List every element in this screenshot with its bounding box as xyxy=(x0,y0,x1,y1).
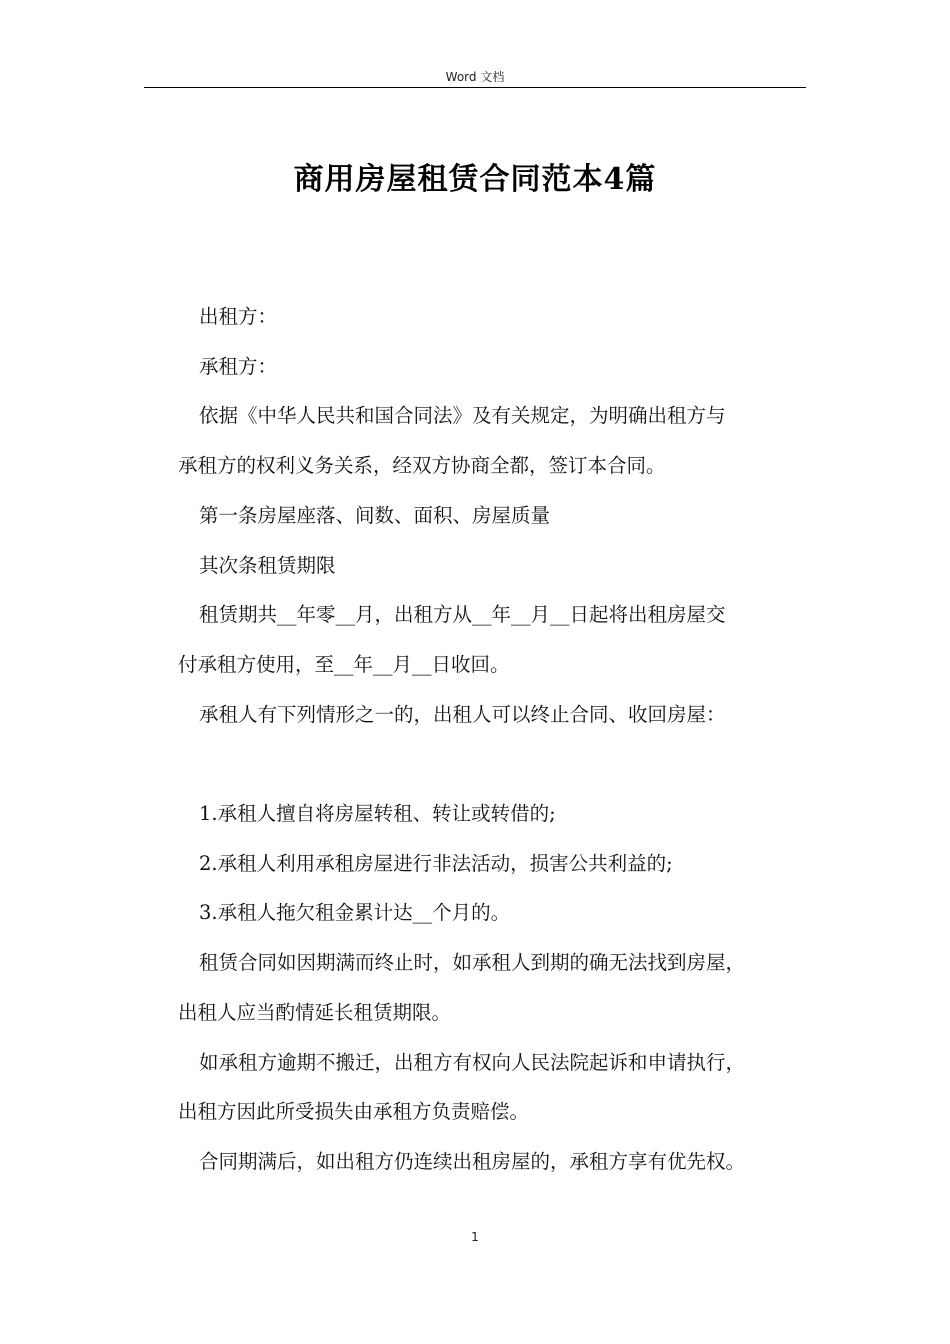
termination-item-3: 3.承租人拖欠租金累计达__个月的。 xyxy=(199,901,511,925)
lessor-line: 出租方： xyxy=(199,305,278,328)
article-one-heading: 第一条房屋座落、间数、面积、房屋质量 xyxy=(199,503,551,527)
expiry-continuation: 出租人应当酌情延长租赁期限。 xyxy=(178,1000,452,1024)
document-title: 商用房屋租赁合同范本4篇 xyxy=(293,162,657,197)
overdue-continuation: 出租方因此所受损失由承租方负责赔偿。 xyxy=(178,1100,530,1124)
preamble-continuation: 承租方的权利义务关系，经双方协商全都，签订本合同。 xyxy=(178,454,666,478)
document-body xyxy=(178,292,808,1187)
overdue-line: 如承租方逾期不搬迁，出租方有权向人民法院起诉和申请执行， xyxy=(199,1050,746,1074)
lease-term-continuation: 付承租方使用，至__年__月__日收回。 xyxy=(178,652,510,676)
priority-line: 合同期满后，如出租方仍连续出租房屋的，承租方享有优先权。 xyxy=(199,1149,746,1173)
header-divider xyxy=(144,87,806,88)
article-two-heading: 其次条租赁期限 xyxy=(199,553,336,577)
expiry-line: 租赁合同如因期满而终止时，如承租人到期的确无法找到房屋， xyxy=(199,951,746,975)
lessee-line: 承租方： xyxy=(199,354,278,378)
termination-item-2: 2.承租人利用承租房屋进行非法活动，损害公共利益的; xyxy=(199,851,673,875)
lease-term-line: 租赁期共__年零__月，出租方从__年__月__日起将出租房屋交 xyxy=(199,603,726,627)
termination-item-1: 1.承租人擅自将房屋转租、转让或转借的; xyxy=(199,802,556,826)
termination-intro: 承租人有下列情形之一的，出租人可以终止合同、收回房屋： xyxy=(199,702,726,726)
page-header: Word 文档 xyxy=(445,70,505,84)
page-number: 1 xyxy=(471,1230,479,1244)
blank-line xyxy=(178,739,808,789)
preamble-line: 依据《中华人民共和国合同法》及有关规定，为明确出租方与 xyxy=(199,404,726,428)
